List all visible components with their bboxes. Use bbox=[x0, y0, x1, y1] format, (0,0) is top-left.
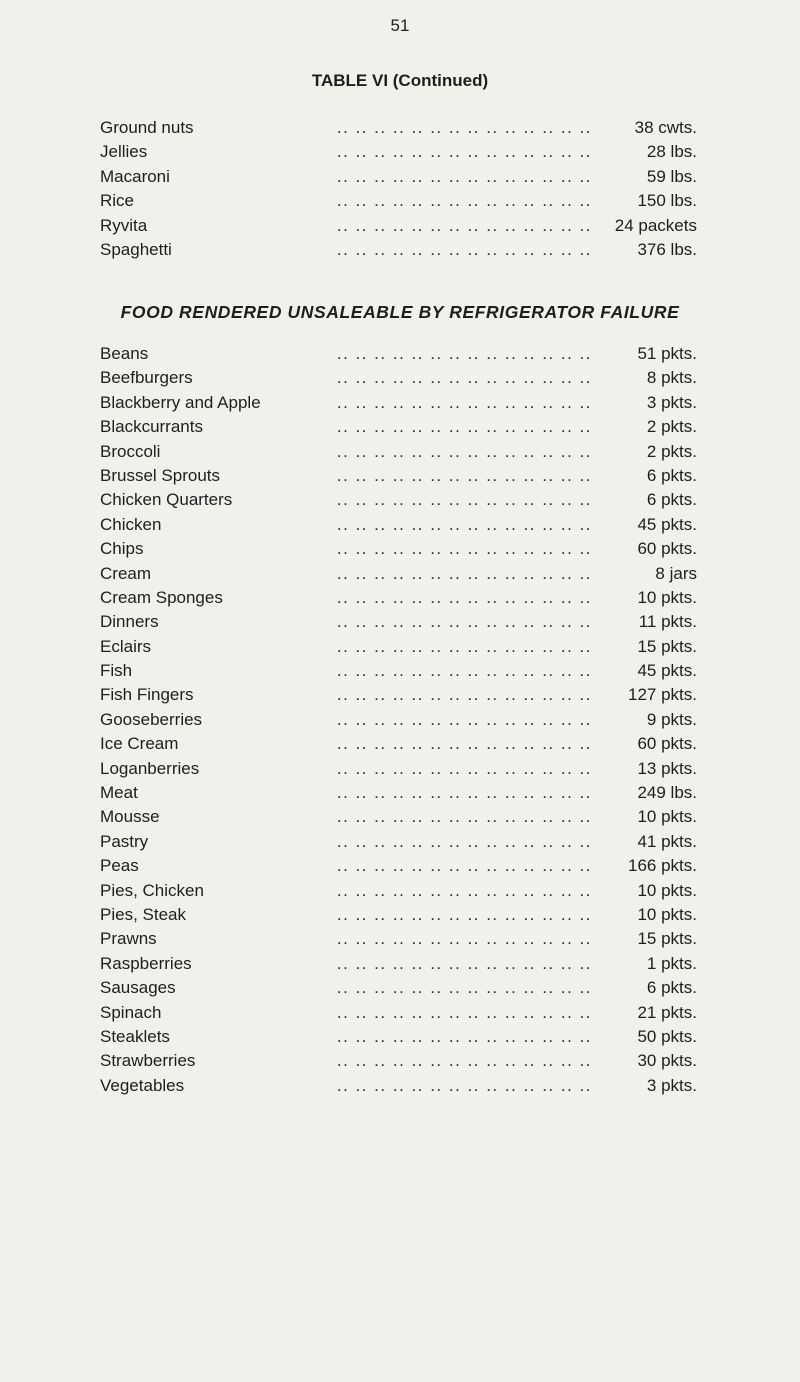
dot-leader: .. .. .. .. .. .. .. .. .. .. .. .. .. .. bbox=[336, 1026, 592, 1046]
food-item-quantity: 6 pkts. bbox=[646, 465, 697, 485]
food-item-name: Sausages bbox=[100, 976, 180, 1000]
food-item-name: Fish Fingers bbox=[100, 683, 198, 707]
table-row bbox=[100, 391, 697, 415]
food-item-name: Ice Cream bbox=[100, 732, 182, 756]
table-row bbox=[100, 513, 697, 537]
food-item-quantity: 3 pkts. bbox=[646, 1075, 697, 1095]
food-item-quantity: 15 pkts. bbox=[637, 636, 697, 656]
dot-leader: .. .. .. .. .. .. .. .. .. .. .. .. .. .. bbox=[336, 344, 592, 363]
section-heading: FOOD RENDERED UNSALEABLE BY REFRIGERATOR FAILURE bbox=[120, 302, 680, 322]
dot-leader: .. .. .. .. .. .. .. .. .. .. .. .. .. .. bbox=[336, 417, 592, 437]
table-row bbox=[100, 635, 697, 659]
table-row bbox=[100, 1049, 697, 1073]
dot-leader: .. .. .. .. .. .. .. .. .. .. .. .. .. .. bbox=[336, 807, 592, 827]
food-item-name: Dinners bbox=[100, 610, 163, 634]
table-row bbox=[100, 830, 697, 854]
food-item-quantity: 2 pkts. bbox=[646, 417, 697, 437]
food-item-quantity: 150 lbs. bbox=[637, 191, 697, 211]
food-item-quantity: 15 pkts. bbox=[637, 929, 697, 949]
dot-leader: .. .. .. .. .. .. .. .. .. .. .. .. .. .. bbox=[336, 514, 592, 534]
dot-leader: .. .. .. .. .. .. .. .. .. .. .. .. .. .. bbox=[336, 441, 592, 461]
food-item-quantity: 2 pkts. bbox=[646, 441, 697, 461]
table-row bbox=[100, 683, 697, 707]
food-item-quantity: 6 pkts. bbox=[646, 978, 697, 998]
food-item-name: Pies, Chicken bbox=[100, 879, 208, 903]
table-row bbox=[100, 238, 697, 262]
food-item-quantity: 38 cwts. bbox=[634, 118, 697, 137]
dot-leader: .. .. .. .. .. .. .. .. .. .. .. .. .. .. bbox=[336, 166, 592, 186]
food-item-name: Ground nuts bbox=[100, 116, 198, 140]
food-item-quantity: 45 pkts. bbox=[637, 661, 697, 681]
food-item-name: Strawberries bbox=[100, 1049, 199, 1073]
food-item-quantity: 13 pkts. bbox=[637, 758, 697, 778]
food-item-name: Rice bbox=[100, 189, 138, 213]
dot-leader: .. .. .. .. .. .. .. .. .. .. .. .. .. .. bbox=[336, 734, 592, 754]
food-item-name: Pastry bbox=[100, 830, 152, 854]
table-row bbox=[100, 732, 697, 756]
food-item-name: Jellies bbox=[100, 140, 151, 164]
food-item-name: Prawns bbox=[100, 927, 161, 951]
food-item-name: Eclairs bbox=[100, 635, 155, 659]
food-item-quantity: 10 pkts. bbox=[637, 880, 697, 900]
dot-leader: .. .. .. .. .. .. .. .. .. .. .. .. .. .. bbox=[336, 368, 592, 388]
table-row bbox=[100, 1001, 697, 1025]
table-row bbox=[100, 805, 697, 829]
food-item-quantity: 60 pkts. bbox=[637, 539, 697, 559]
food-item-quantity: 51 pkts. bbox=[637, 344, 697, 363]
dot-leader: .. .. .. .. .. .. .. .. .. .. .. .. .. .. bbox=[336, 929, 592, 949]
food-item-name: Brussel Sprouts bbox=[100, 464, 224, 488]
dot-leader: .. .. .. .. .. .. .. .. .. .. .. .. .. .. bbox=[336, 612, 592, 632]
dot-leader: .. .. .. .. .. .. .. .. .. .. .. .. .. .. bbox=[336, 1075, 592, 1095]
table-title: TABLE VI (Continued) bbox=[311, 71, 489, 90]
food-item-name: Cream Sponges bbox=[100, 586, 227, 610]
food-item-quantity: 45 pkts. bbox=[637, 514, 697, 534]
food-item-name: Macaroni bbox=[100, 165, 174, 189]
food-item-name: Chicken bbox=[100, 513, 165, 537]
dot-leader: .. .. .. .. .. .. .. .. .. .. .. .. .. .. bbox=[336, 783, 592, 803]
food-item-quantity: 249 lbs. bbox=[637, 783, 697, 803]
food-item-name: Blackberry and Apple bbox=[100, 391, 265, 415]
dot-leader: .. .. .. .. .. .. .. .. .. .. .. .. .. .. bbox=[336, 490, 592, 510]
misc-foods-list bbox=[100, 116, 697, 262]
food-item-quantity: 10 pkts. bbox=[637, 807, 697, 827]
food-item-quantity: 41 pkts. bbox=[637, 831, 697, 851]
food-item-name: Blackcurrants bbox=[100, 415, 207, 439]
food-item-name: Gooseberries bbox=[100, 708, 206, 732]
food-item-name: Spaghetti bbox=[100, 238, 176, 262]
food-item-name: Chips bbox=[100, 537, 147, 561]
food-item-quantity: 28 lbs. bbox=[646, 142, 697, 162]
food-item-quantity: 376 lbs. bbox=[637, 239, 697, 259]
food-item-name: Vegetables bbox=[100, 1074, 188, 1098]
food-item-name: Peas bbox=[100, 854, 143, 878]
table-row bbox=[100, 537, 697, 561]
dot-leader: .. .. .. .. .. .. .. .. .. .. .. .. .. .. bbox=[336, 880, 592, 900]
dot-leader: .. .. .. .. .. .. .. .. .. .. .. .. .. .. bbox=[336, 142, 592, 162]
table-row bbox=[100, 140, 697, 164]
food-item-quantity: 21 pkts. bbox=[637, 1002, 697, 1022]
food-item-quantity: 10 pkts. bbox=[637, 904, 697, 924]
dot-leader: .. .. .. .. .. .. .. .. .. .. .. .. .. .. bbox=[336, 587, 592, 607]
table-row bbox=[100, 708, 697, 732]
food-item-name: Pies, Steak bbox=[100, 903, 190, 927]
dot-leader: .. .. .. .. .. .. .. .. .. .. .. .. .. .. bbox=[336, 709, 592, 729]
food-item-quantity: 8 jars bbox=[655, 563, 697, 583]
food-item-name: Beans bbox=[100, 342, 152, 366]
table-row bbox=[100, 927, 697, 951]
dot-leader: .. .. .. .. .. .. .. .. .. .. .. .. .. .. bbox=[336, 118, 592, 137]
food-item-quantity: 9 pkts. bbox=[646, 709, 697, 729]
table-row bbox=[100, 757, 697, 781]
food-item-quantity: 50 pkts. bbox=[637, 1026, 697, 1046]
food-item-quantity: 11 pkts. bbox=[638, 612, 697, 632]
table-row bbox=[100, 366, 697, 390]
food-item-quantity: 59 lbs. bbox=[646, 166, 697, 186]
dot-leader: .. .. .. .. .. .. .. .. .. .. .. .. .. .. bbox=[336, 465, 592, 485]
food-item-name: Ryvita bbox=[100, 214, 151, 238]
refrigerator-failure-list bbox=[100, 342, 697, 1098]
table-row bbox=[100, 165, 697, 189]
dot-leader: .. .. .. .. .. .. .. .. .. .. .. .. .. .. bbox=[336, 661, 592, 681]
table-row bbox=[100, 214, 697, 238]
food-item-name: Fish bbox=[100, 659, 136, 683]
dot-leader: .. .. .. .. .. .. .. .. .. .. .. .. .. .. bbox=[336, 392, 592, 412]
food-item-name: Broccoli bbox=[100, 440, 164, 464]
table-row bbox=[100, 952, 697, 976]
food-item-name: Cream bbox=[100, 562, 155, 586]
table-row bbox=[100, 464, 697, 488]
food-item-name: Spinach bbox=[100, 1001, 165, 1025]
dot-leader: .. .. .. .. .. .. .. .. .. .. .. .. .. .. bbox=[336, 191, 592, 211]
food-item-name: Chicken Quarters bbox=[100, 488, 236, 512]
table-row bbox=[100, 189, 697, 213]
table-row bbox=[100, 976, 697, 1000]
food-item-quantity: 24 packets bbox=[614, 215, 697, 235]
dot-leader: .. .. .. .. .. .. .. .. .. .. .. .. .. .. bbox=[336, 239, 592, 259]
table-row bbox=[100, 854, 697, 878]
table-row bbox=[100, 610, 697, 634]
table-row bbox=[100, 879, 697, 903]
dot-leader: .. .. .. .. .. .. .. .. .. .. .. .. .. .. bbox=[336, 953, 592, 973]
food-item-quantity: 6 pkts. bbox=[646, 490, 697, 510]
food-item-quantity: 8 pkts. bbox=[646, 368, 697, 388]
food-item-quantity: 60 pkts. bbox=[637, 734, 697, 754]
page-number: 51 bbox=[390, 16, 410, 35]
food-item-name: Meat bbox=[100, 781, 142, 805]
dot-leader: .. .. .. .. .. .. .. .. .. .. .. .. .. .. bbox=[336, 758, 592, 778]
table-row bbox=[100, 440, 697, 464]
food-item-name: Loganberries bbox=[100, 757, 203, 781]
dot-leader: .. .. .. .. .. .. .. .. .. .. .. .. .. .. bbox=[336, 978, 592, 998]
table-row bbox=[100, 1074, 697, 1098]
food-item-quantity: 30 pkts. bbox=[637, 1051, 697, 1071]
dot-leader: .. .. .. .. .. .. .. .. .. .. .. .. .. .. bbox=[336, 685, 592, 705]
food-item-quantity: 166 pkts. bbox=[628, 856, 697, 876]
dot-leader: .. .. .. .. .. .. .. .. .. .. .. .. .. .. bbox=[336, 1002, 592, 1022]
table-row bbox=[100, 342, 697, 366]
food-item-quantity: 127 pkts. bbox=[628, 685, 697, 705]
dot-leader: .. .. .. .. .. .. .. .. .. .. .. .. .. .. bbox=[336, 539, 592, 559]
food-item-name: Beefburgers bbox=[100, 366, 197, 390]
dot-leader: .. .. .. .. .. .. .. .. .. .. .. .. .. .. bbox=[336, 904, 592, 924]
table-row bbox=[100, 586, 697, 610]
food-item-name: Raspberries bbox=[100, 952, 196, 976]
dot-leader: .. .. .. .. .. .. .. .. .. .. .. .. .. .. bbox=[336, 831, 592, 851]
table-row bbox=[100, 659, 697, 683]
dot-leader: .. .. .. .. .. .. .. .. .. .. .. .. .. .. bbox=[336, 1051, 592, 1071]
dot-leader: .. .. .. .. .. .. .. .. .. .. .. .. .. .. bbox=[336, 215, 592, 235]
table-row bbox=[100, 903, 697, 927]
food-item-quantity: 10 pkts. bbox=[637, 587, 697, 607]
dot-leader: .. .. .. .. .. .. .. .. .. .. .. .. .. .. bbox=[336, 636, 592, 656]
food-item-name: Steaklets bbox=[100, 1025, 174, 1049]
food-item-quantity: 1 pkts. bbox=[646, 953, 697, 973]
food-item-quantity: 3 pkts. bbox=[646, 392, 697, 412]
table-row bbox=[100, 562, 697, 586]
food-item-name: Mousse bbox=[100, 805, 164, 829]
table-row bbox=[100, 1025, 697, 1049]
table-row bbox=[100, 116, 697, 140]
table-row bbox=[100, 781, 697, 805]
table-row bbox=[100, 415, 697, 439]
dot-leader: .. .. .. .. .. .. .. .. .. .. .. .. .. .. bbox=[336, 856, 592, 876]
table-row bbox=[100, 488, 697, 512]
dot-leader: .. .. .. .. .. .. .. .. .. .. .. .. .. .. bbox=[336, 563, 592, 583]
